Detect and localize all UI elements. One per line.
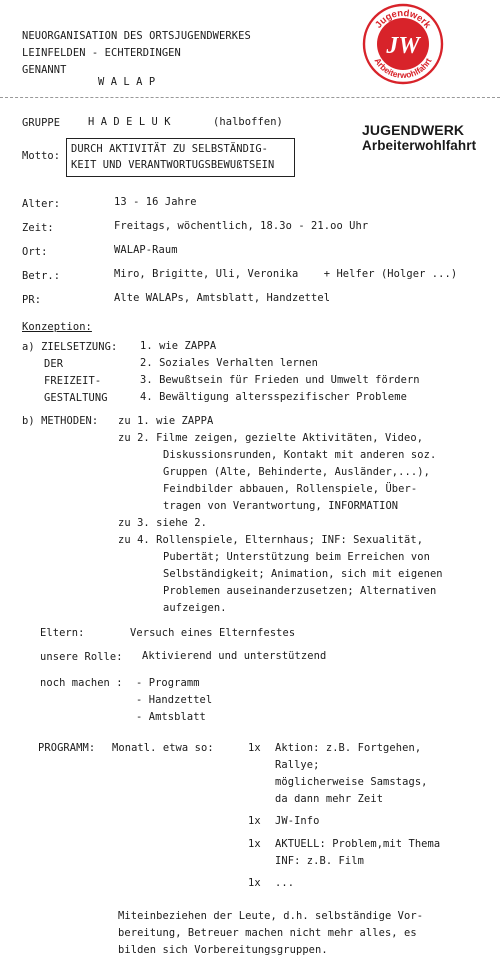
- info-label-alter: Alter:: [22, 198, 61, 210]
- methoden-line-6: tragen von Verantwortung, INFORMATION: [163, 500, 399, 512]
- footer-line-2: bereitung, Betreuer machen nicht mehr alles, es: [118, 927, 417, 939]
- jugendwerk-logo-icon: [362, 3, 444, 85]
- methoden-line-11: Problemen auseinanderzusetzen; Alternativen: [163, 585, 437, 597]
- footer-line-3: bilden sich Vorbereitungsgruppen.: [118, 944, 328, 956]
- info-value-betr: Miro, Brigitte, Uli, Veronika + Helfer (Holger ...): [114, 268, 458, 280]
- methoden-line-12: aufzeigen.: [163, 602, 227, 614]
- methoden-line-8: zu 4. Rollenspiele, Elternhaus; INF: Sexualität,: [118, 534, 424, 546]
- programm-intro: Monatl. etwa so:: [112, 742, 214, 754]
- programm-label: PROGRAMM:: [38, 742, 96, 754]
- header-line-1: NEUORGANISATION DES ORTSJUGENDWERKES: [22, 30, 251, 42]
- noch-item-3: - Amtsblatt: [136, 711, 206, 723]
- programm-row-3-line-2: INF: z.B. Film: [275, 855, 364, 867]
- svg-text:Jugendwerk: Jugendwerk: [373, 7, 433, 31]
- methoden-line-3: Diskussionsrunden, Kontakt mit anderen soz.: [163, 449, 437, 461]
- motto-label: Motto:: [22, 150, 61, 162]
- noch-item-1: - Programm: [136, 677, 200, 689]
- org-line-2: Arbeiterwohlfahrt: [362, 138, 477, 153]
- eltern-label: Eltern:: [40, 627, 85, 639]
- programm-row-2-line-1: JW-Info: [275, 815, 320, 827]
- methoden-line-5: Feindbilder abbauen, Rollenspiele, Über-: [163, 483, 418, 495]
- programm-qty-4: 1x: [248, 877, 261, 889]
- gruppe-label: GRUPPE: [22, 117, 61, 129]
- methoden-line-7: zu 3. siehe 2.: [118, 517, 207, 529]
- programm-qty-3: 1x: [248, 838, 261, 850]
- org-line-1: JUGENDWERK: [362, 122, 465, 138]
- zielsetzung-label: a) ZIELSETZUNG:: [22, 341, 118, 353]
- rolle-label: unsere Rolle:: [40, 651, 123, 663]
- programm-row-1-line-1: Aktion: z.B. Fortgehen,: [275, 742, 422, 754]
- info-value-zeit: Freitags, wöchentlich, 18.3o - 21.oo Uhr: [114, 220, 369, 232]
- info-label-pr: PR:: [22, 294, 42, 306]
- ziel-item-3: 3. Bewußtsein für Frieden und Umwelt fördern: [140, 374, 420, 386]
- programm-row-3-line-1: AKTUELL: Problem,mit Thema: [275, 838, 441, 850]
- eltern-value: Versuch eines Elternfestes: [130, 627, 296, 639]
- noch-label: noch machen :: [40, 677, 123, 689]
- motto-line-2: KEIT UND VERANTWORTUGSBEWUßTSEIN: [71, 159, 275, 171]
- footer-line-1: Miteinbeziehen der Leute, d.h. selbständige Vor-: [118, 910, 424, 922]
- zielsetzung-side-2: FREIZEIT-: [44, 375, 102, 387]
- methoden-line-2: zu 2. Filme zeigen, gezielte Aktivitäten, Video,: [118, 432, 424, 444]
- programm-row-1-line-2: Rallye;: [275, 759, 320, 771]
- methoden-line-4: Gruppen (Alte, Behinderte, Ausländer,...),: [163, 466, 430, 478]
- zielsetzung-side-3: GESTALTUNG: [44, 392, 108, 404]
- methoden-line-9: Pubertät; Unterstützung beim Erreichen von: [163, 551, 430, 563]
- programm-qty-1: 1x: [248, 742, 261, 754]
- programm-row-1-line-4: da dann mehr Zeit: [275, 793, 384, 805]
- programm-qty-2: 1x: [248, 815, 261, 827]
- info-value-alter: 13 - 16 Jahre: [114, 196, 197, 208]
- separator-line: [0, 97, 500, 98]
- header-line-3: GENANNT: [22, 64, 67, 76]
- gruppe-note: (halboffen): [213, 116, 283, 128]
- methoden-line-10: Selbständigkeit; Animation, sich mit eigenen: [163, 568, 443, 580]
- methoden-line-1: zu 1. wie ZAPPA: [118, 415, 214, 427]
- konzeption-title: Konzeption:: [22, 321, 92, 333]
- info-value-pr: Alte WALAPs, Amtsblatt, Handzettel: [114, 292, 331, 304]
- ziel-item-2: 2. Soziales Verhalten lernen: [140, 357, 318, 369]
- header-walap: W A L A P: [98, 76, 156, 88]
- info-label-ort: Ort:: [22, 246, 48, 258]
- svg-text:JW: JW: [386, 33, 420, 59]
- noch-item-2: - Handzettel: [136, 694, 213, 706]
- zielsetzung-side-1: DER: [44, 358, 64, 370]
- gruppe-name: H A D E L U K: [88, 116, 171, 128]
- motto-line-1: DURCH AKTIVITÄT ZU SELBSTÄNDIG-: [71, 143, 269, 155]
- programm-row-1-line-3: möglicherweise Samstags,: [275, 776, 428, 788]
- info-label-zeit: Zeit:: [22, 222, 54, 234]
- ziel-item-1: 1. wie ZAPPA: [140, 340, 217, 352]
- programm-row-4-line-1: ...: [275, 877, 295, 889]
- methoden-label: b) METHODEN:: [22, 415, 99, 427]
- ziel-item-4: 4. Bewältigung altersspezifischer Probleme: [140, 391, 407, 403]
- info-value-ort: WALAP-Raum: [114, 244, 178, 256]
- header-line-2: LEINFELDEN - ECHTERDINGEN: [22, 47, 181, 59]
- info-label-betr: Betr.:: [22, 270, 61, 282]
- rolle-value: Aktivierend und unterstützend: [142, 650, 327, 662]
- svg-text:Arbeiterwohlfahrt: Arbeiterwohlfahrt: [372, 56, 434, 81]
